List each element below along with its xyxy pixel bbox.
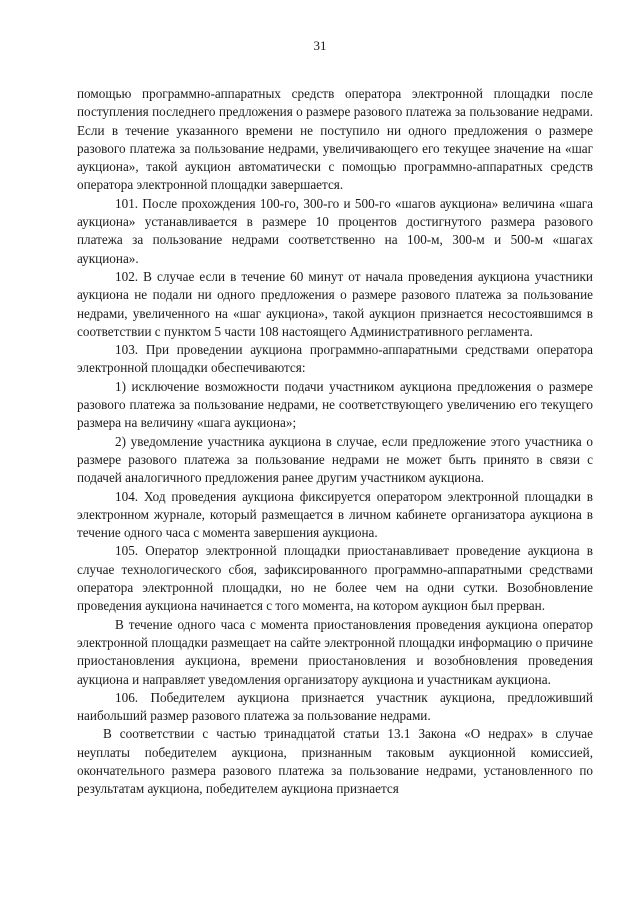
paragraph-continuation: помощью программно-аппаратных средств оператора электронной площадки после поступления последнего предложения о размере разового платежа за пользование недрами. Если в течение указанного времени не поступило ни одного предложения о размере разового платежа за пользование недрами, увеличивающего его текущее значение на «шаг аукциона», такой аукцион автоматически с помощью программно-аппаратных средств оператора электронной площадки завершается. [77, 86, 593, 193]
paragraph-106-continued: В соответствии с частью тринадцатой статьи 13.1 Закона «О недрах» в случае неуплаты победителем аукциона, признанным таковым аукционной комиссией, окончательного размера разового платежа за пользование недрами, установленного по результатам аукциона, победителем аукциона признается [77, 726, 593, 797]
paragraph-103-item-2: 2) уведомление участника аукциона в случае, если предложение этого участника о размере разового платежа за пользование недрами не может быть принято в связи с подачей аналогичного предложения ранее другим участником аукциона. [77, 433, 593, 486]
paragraph-103-item-1: 1) исключение возможности подачи участником аукциона предложения о размере разового платежа за пользование недрами, не соответствующего увеличению его текущего размера на величину «шага аукциона»; [77, 378, 593, 431]
page-number: 31 [313, 38, 327, 53]
paragraph-106: 106. Победителем аукциона признается участник аукциона, предложивший наибольший размер разового платежа за пользование недрами. [77, 689, 593, 724]
paragraph-103: 103. При проведении аукциона программно-аппаратными средствами оператора электронной площадки обеспечиваются: [77, 342, 593, 376]
paragraph-101: 101. После прохождения 100-го, 300-го и 500-го «шагов аукциона» величина «шага аукциона» устанавливается в размере 10 процентов достигнутого размера разового платежа за пользование недрами соответственно на 100-м, 300-м и 500-м «шагах аукциона». [77, 195, 593, 266]
paragraph-102: 102. В случае если в течение 60 минут от начала проведения аукциона участники аукциона не подали ни одного предложения о размере разового платежа за пользование недрами, увеличенного на «шаг аукциона», такой аукцион признается несостоявшимся в соответствии с пунктом 5 части 108 настоящего Административного регламента. [77, 268, 593, 339]
document-body [77, 85, 593, 799]
paragraph-104: 104. Ход проведения аукциона фиксируется оператором электронной площадки в электронном журнале, который размещается в личном кабинете организатора аукциона в течение одного часа с момента завершения аукциона. [77, 488, 593, 541]
paragraph-105-continued: В течение одного часа с момента приостановления проведения аукциона оператор электронной площадки размещает на сайте электронной площадки информацию о причине приостановления аукциона, времени приостановления и возобновления проведения аукциона и направляет уведомления организатору аукциона и участникам аукциона. [77, 616, 593, 687]
paragraph-105: 105. Оператор электронной площадки приостанавливает проведение аукциона в случае технологического сбоя, зафиксированного программно-аппаратными средствами оператора электронной площадки, но не более чем на одни сутки. Возобновление проведения аукциона начинается с того момента, на котором аукцион был прерван. [77, 543, 593, 614]
